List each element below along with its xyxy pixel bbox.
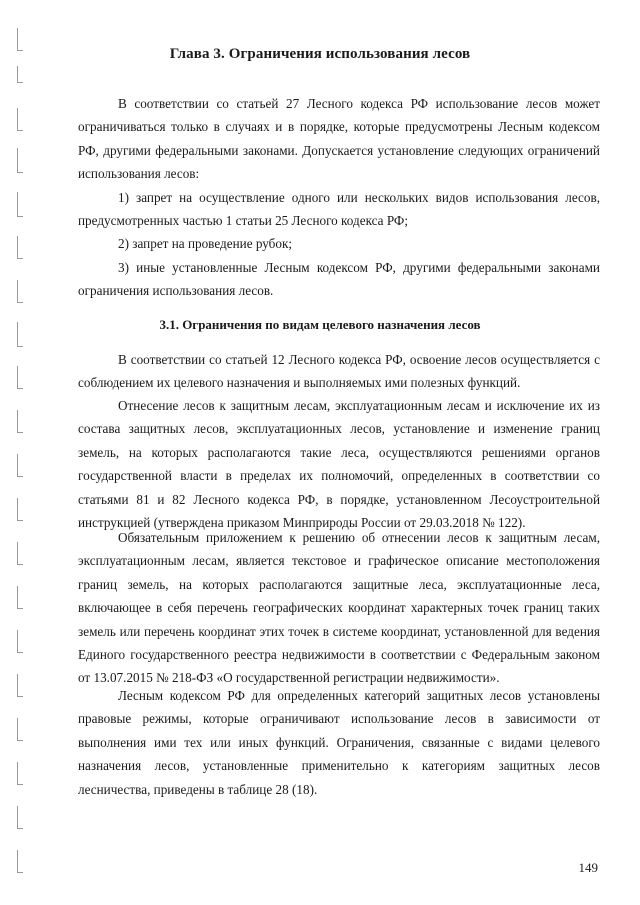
chapter-title: Глава 3. Ограничения использования лесов [169,46,471,62]
list-item-3: 3) иные установленные Лесным кодексом РФ, другими федеральными законами ограничения использования лесов. [78,260,600,299]
paragraph-4: Лесным кодексом РФ для определенных категорий защитных лесов установлены правовые режимы, которые ограничивают использование лесов в зависимости от выполнения ими тех или иных функций. Ограничения, связанные с видами целевого назначения лесов, установленные применительно к категориям защитных лесов лесничества, приведены в таблице 28 (18). [78,688,600,797]
paragraph-3: Обязательным приложением к решению об отнесении лесов к защитным лесам, эксплуатационным лесам, является текстовое и графическое описание местоположения границ земель, на которых располагаются защитные леса, эксплуатационные леса, включающее в себя перечень географических координат характерных точек границ таких земель или перечень координат этих точек в системе координат, установленной для ведения Единого государственного реестра недвижимости в соответствии с Федеральным законом от 13.07.2015 № 218-ФЗ «О государственной регистрации недвижимости». [78,530,600,686]
list-item-1: 1) запрет на осуществление одного или нескольких видов использования лесов, предусмотренных частью 1 статьи 25 Лесного кодекса РФ; [78,190,600,229]
paragraph-1: В соответствии со статьей 12 Лесного кодекса РФ, освоение лесов осуществляется с соблюдением их целевого назначения и выполняемых ими полезных функций. [78,352,600,391]
paragraph-2: Отнесение лесов к защитным лесам, эксплуатационным лесам и исключение их из состава защитных лесов, эксплуатационных лесов, установление и изменение границ земель, на которых располагаются такие леса, осуществляются решениями органов государственной власти в пределах их полномочий, определенных в соответствии со статьями 81 и 82 Лесного кодекса РФ, в порядке, установленном Лесоустроительной инструкцией (утверждена приказом Минприроды России от 29.03.2018 № 122). [78,398,600,531]
page-number: 149 [578,860,598,875]
list-item-2: 2) запрет на проведение рубок; [118,236,293,251]
section-title: 3.1. Ограничения по видам целевого назначения лесов [159,317,481,332]
intro-paragraph: В соответствии со статьей 27 Лесного кодекса РФ использование лесов может ограничиваться только в случаях и в порядке, которые предусмотрены Лесным кодексом РФ, другими федеральными законами. Допускается установление следующих ограничений использования лесов: [78,96,600,182]
